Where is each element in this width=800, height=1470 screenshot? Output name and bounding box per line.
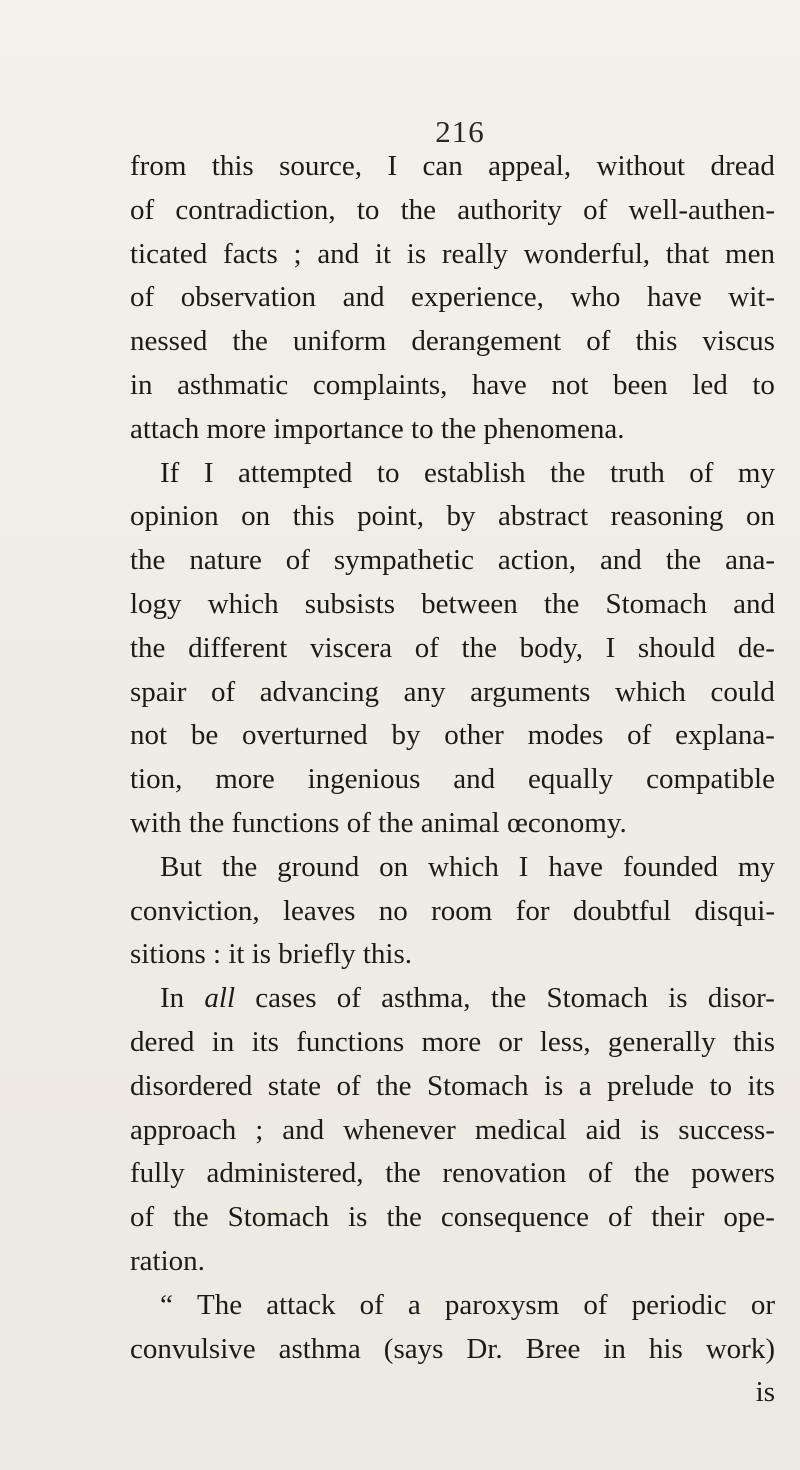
word: that [665, 237, 710, 270]
word: is [543, 1069, 564, 1102]
word: the [232, 325, 268, 358]
word: I [203, 456, 214, 489]
word: well-authen- [628, 193, 775, 226]
text-line [130, 233, 775, 277]
word: no [378, 894, 408, 927]
catchword [130, 1371, 775, 1415]
word: œconomy. [506, 806, 627, 839]
word: this [733, 1025, 775, 1058]
word: fully [130, 1157, 185, 1190]
word: which [428, 850, 499, 883]
text-line [130, 276, 775, 320]
word: nature [189, 544, 262, 577]
text-line [130, 846, 775, 890]
word: more [421, 1025, 482, 1058]
word: in [603, 1332, 626, 1365]
word: ration. [130, 1244, 205, 1277]
text-line [130, 452, 775, 496]
word: of [627, 719, 652, 752]
word: ; [255, 1113, 264, 1146]
word: a [578, 1069, 592, 1102]
word: more [206, 412, 274, 445]
word: ; [293, 237, 302, 270]
word: disordered [130, 1069, 253, 1102]
word: is [755, 1376, 775, 1409]
word: this [635, 325, 678, 358]
word: is [406, 237, 427, 270]
word: not [551, 368, 589, 401]
word: to [376, 456, 400, 489]
word: disqui- [694, 894, 775, 927]
word: arguments [470, 675, 591, 708]
word: ground [277, 850, 360, 883]
text-line [130, 320, 775, 364]
text-line [130, 758, 775, 802]
word: If [160, 456, 180, 489]
word: and [599, 544, 642, 577]
word: and [317, 237, 360, 270]
word: more [215, 763, 275, 796]
word: uniform [292, 325, 387, 358]
word: which [207, 587, 279, 620]
word: of [689, 456, 714, 489]
word: is [639, 1113, 660, 1146]
word: logy [130, 587, 182, 620]
word: the [440, 412, 484, 445]
word: renovation [442, 1157, 567, 1190]
word: spair [130, 675, 187, 708]
word: my [737, 850, 775, 883]
word: the [378, 806, 421, 839]
word: of [336, 982, 361, 1015]
word: equally [527, 763, 614, 796]
word: the [385, 1157, 421, 1190]
word: led [692, 368, 728, 401]
word: the [400, 193, 436, 226]
word: facts [223, 237, 278, 270]
word: I [387, 150, 398, 182]
word: to [709, 1069, 733, 1102]
word: powers [691, 1157, 775, 1190]
word: the [130, 544, 166, 577]
word: or [750, 1288, 775, 1321]
word: opinion [130, 500, 219, 533]
word: of [346, 806, 379, 839]
text-line [130, 189, 775, 233]
word: is [668, 982, 688, 1015]
text-line [130, 802, 775, 846]
word: subsists [304, 587, 395, 620]
word: functions [231, 806, 347, 839]
word: tion, [130, 763, 183, 796]
word: authority [457, 193, 562, 226]
word: the [221, 850, 258, 883]
text-line [130, 714, 775, 758]
text-line [130, 627, 775, 671]
word: to [752, 368, 775, 401]
text-line [130, 364, 775, 408]
text-line [130, 583, 775, 627]
word: men [725, 237, 775, 270]
word: attack [266, 1288, 336, 1321]
word: of [414, 631, 439, 664]
word: in [211, 1025, 235, 1058]
word: who [570, 281, 621, 314]
text-line [130, 1196, 775, 1240]
word: should [637, 631, 716, 664]
page-number: 216 [435, 114, 485, 149]
word: on [241, 500, 271, 533]
word: leaves [283, 894, 356, 927]
text-line [130, 671, 775, 715]
word: and [733, 587, 775, 620]
word: not [130, 719, 168, 752]
word: in [130, 368, 153, 401]
word: Bree [525, 1332, 581, 1365]
word: Stomach [546, 982, 648, 1015]
text-line [130, 933, 775, 977]
word: observation [180, 281, 317, 314]
word: without [596, 150, 686, 182]
word: work) [705, 1332, 775, 1365]
word: disor- [707, 982, 775, 1015]
word: been [613, 368, 668, 401]
word: experience, [411, 281, 544, 314]
text-line [130, 977, 775, 1021]
word: nessed [130, 325, 208, 358]
word: ana- [725, 544, 775, 577]
word: convulsive [130, 1332, 256, 1365]
text-line [130, 890, 775, 934]
word: to [411, 412, 441, 445]
word: establish [423, 456, 526, 489]
word: the [490, 982, 527, 1015]
word: success- [678, 1113, 775, 1146]
word: and [342, 281, 385, 314]
word: and [453, 763, 496, 796]
word: have [646, 281, 702, 314]
word: his [648, 1332, 683, 1365]
word: the [386, 1201, 422, 1234]
word: its [251, 1025, 279, 1058]
word: my [737, 456, 775, 489]
word: from [130, 150, 187, 182]
text-line [130, 1152, 775, 1196]
word: of [608, 1201, 633, 1234]
word: the [665, 544, 702, 577]
word: prelude [607, 1069, 695, 1102]
word: action, [497, 544, 577, 577]
body-text [130, 145, 775, 1415]
word: attach [130, 412, 207, 445]
word: the [188, 806, 232, 839]
word: periodic [631, 1288, 727, 1321]
word: of [359, 1288, 384, 1321]
word: by [446, 500, 476, 533]
word: their [651, 1201, 705, 1234]
word: this [292, 500, 335, 533]
text-line [130, 1065, 775, 1109]
word: other [444, 719, 504, 752]
word: explana- [675, 719, 775, 752]
word: the [376, 1069, 412, 1102]
word: source, [279, 150, 363, 182]
word: “ [160, 1288, 173, 1321]
word: appeal, [488, 150, 572, 182]
word: viscera [310, 631, 393, 664]
word: approach [130, 1113, 237, 1146]
word: (says [383, 1332, 444, 1365]
word: on [379, 850, 409, 883]
word: In [160, 982, 185, 1015]
word: animal [420, 806, 507, 839]
word: have [472, 368, 527, 401]
word: Stomach [227, 1201, 330, 1234]
word: cases [255, 982, 317, 1015]
word: dered [130, 1025, 195, 1058]
word: asthma [278, 1332, 361, 1365]
word: a [407, 1288, 421, 1321]
word: to [356, 193, 380, 226]
text-line [130, 145, 775, 189]
word: overturned [242, 719, 368, 752]
word: be [190, 719, 219, 752]
word: administered, [206, 1157, 364, 1190]
word: attempted [238, 456, 353, 489]
word: the [543, 587, 580, 620]
word: of [583, 1288, 608, 1321]
word: importance [273, 412, 412, 445]
word: consequence [440, 1201, 590, 1234]
word: The [197, 1288, 243, 1321]
word: abstract [497, 500, 589, 533]
word: the [130, 631, 166, 664]
word: the [461, 631, 497, 664]
word: of [588, 1157, 613, 1190]
word: and [282, 1113, 325, 1146]
word: Dr. [466, 1332, 503, 1365]
word: : [213, 938, 229, 971]
word: with [130, 806, 189, 839]
word: modes [527, 719, 604, 752]
word: is [251, 938, 279, 971]
word: the [173, 1201, 209, 1234]
word: I [518, 850, 529, 883]
word: on [745, 500, 775, 533]
text-line [130, 495, 775, 539]
word: body, [519, 631, 583, 664]
word: advancing [259, 675, 379, 708]
word: between [421, 587, 518, 620]
word: generally [607, 1025, 716, 1058]
word: asthmatic [177, 368, 289, 401]
word: whenever [343, 1113, 456, 1146]
word: all [204, 982, 236, 1015]
word: less, [539, 1025, 591, 1058]
word: sympathetic [333, 544, 474, 577]
word: it [228, 938, 252, 971]
word: state [267, 1069, 322, 1102]
text-line [130, 539, 775, 583]
word: is [348, 1201, 368, 1234]
word: any [403, 675, 446, 708]
word: phenomena. [483, 412, 625, 445]
word: paroxysm [444, 1288, 560, 1321]
word: really [441, 237, 508, 270]
word: of [130, 1201, 155, 1234]
word: derangement [411, 325, 562, 358]
text-line [130, 1109, 775, 1153]
word: room [431, 894, 493, 927]
word: truth [609, 456, 665, 489]
word: of [583, 193, 608, 226]
word: point, [357, 500, 424, 533]
word: of [130, 281, 155, 314]
word: the [634, 1157, 670, 1190]
word: contradiction, [175, 193, 336, 226]
word: its [747, 1069, 775, 1102]
text-line [130, 1328, 775, 1372]
word: or [498, 1025, 523, 1058]
word: for [515, 894, 550, 927]
word: I [605, 631, 616, 664]
word: of [336, 1069, 361, 1102]
word: ope- [723, 1201, 775, 1234]
word: sitions [130, 938, 213, 971]
word: briefly [278, 938, 363, 971]
word: ingenious [307, 763, 421, 796]
word: this. [362, 938, 412, 971]
word: of [211, 675, 236, 708]
word: reasoning [610, 500, 724, 533]
word: ticated [130, 237, 208, 270]
word: it [374, 237, 392, 270]
word: compatible [646, 763, 775, 796]
word: wit- [728, 281, 775, 314]
word: doubtful [572, 894, 672, 927]
word: this [211, 150, 254, 182]
word: functions [296, 1025, 405, 1058]
word: Stomach [605, 587, 707, 620]
word: could [710, 675, 775, 708]
text-line [130, 1021, 775, 1065]
word: dread [710, 150, 775, 182]
word: of [285, 544, 310, 577]
word: But [160, 850, 202, 883]
word: conviction, [130, 894, 260, 927]
word: viscus [702, 325, 775, 358]
word: asthma, [381, 982, 471, 1015]
word: by [391, 719, 421, 752]
word: complaints, [312, 368, 448, 401]
text-line [130, 1284, 775, 1328]
word: of [586, 325, 611, 358]
text-line [130, 408, 775, 452]
word: can [422, 150, 463, 182]
word: which [615, 675, 686, 708]
word: founded [622, 850, 718, 883]
word: Stomach [426, 1069, 529, 1102]
word: the [549, 456, 586, 489]
word: of [130, 193, 155, 226]
word: aid [585, 1113, 622, 1146]
word: de- [737, 631, 775, 664]
word: different [188, 631, 288, 664]
word: wonderful, [523, 237, 651, 270]
word: have [548, 850, 604, 883]
text-line [130, 1240, 775, 1284]
word: medical [474, 1113, 567, 1146]
